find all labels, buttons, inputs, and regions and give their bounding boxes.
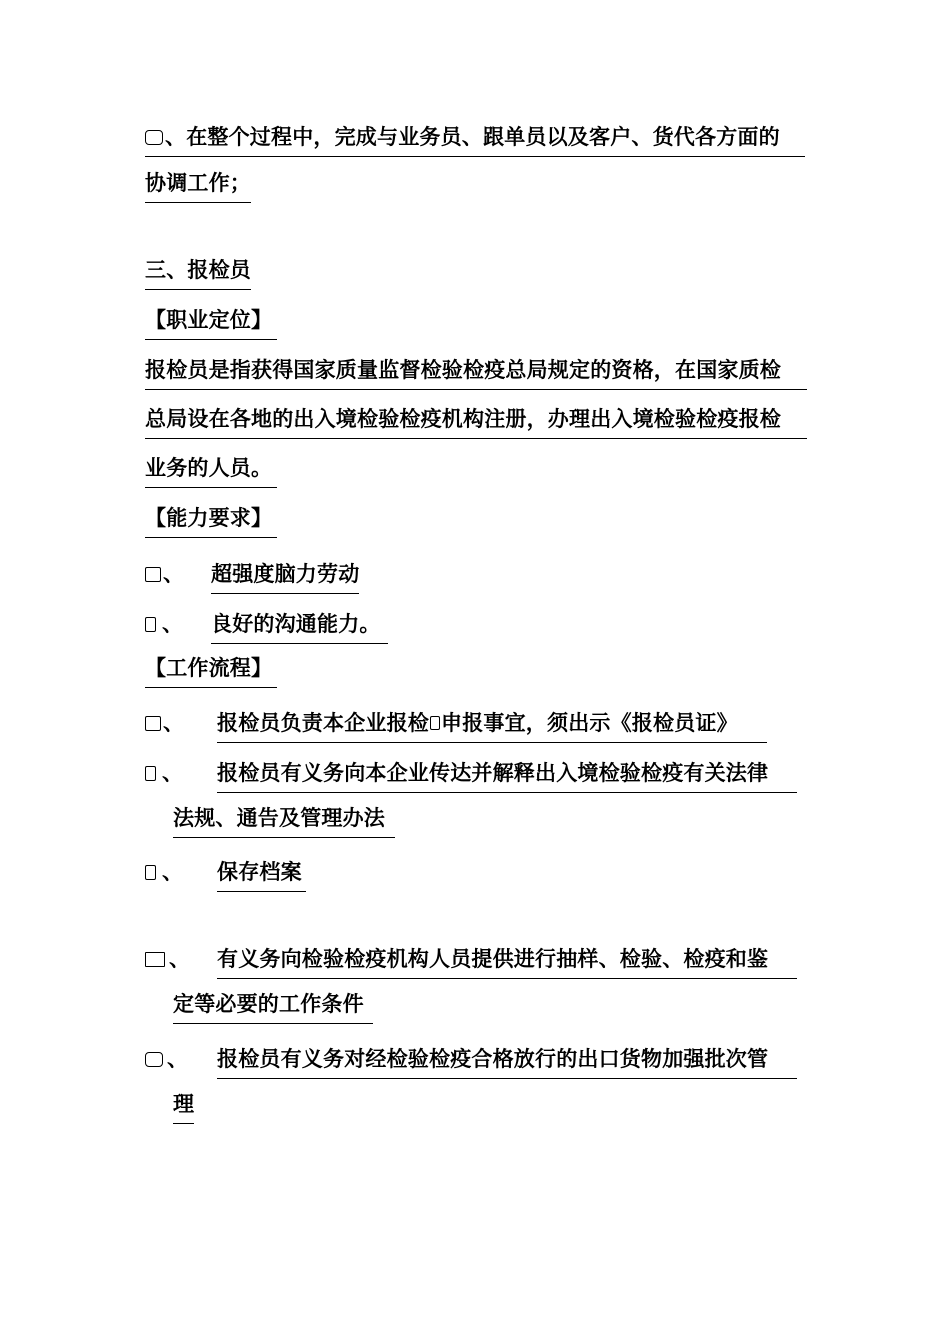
list-item-continued: 理 — [173, 1091, 194, 1124]
coordination-item-continued — [145, 170, 251, 203]
list-item-continued: 定等必要的工作条件 — [173, 991, 373, 1024]
coordination-text-line2: 协调工作； — [145, 170, 251, 203]
list-bullet-icon — [145, 1052, 163, 1067]
list-item: 报检员有义务向本企业传达并解释出入境检验检疫有关法律 — [217, 760, 797, 793]
list-marker: 、 — [145, 859, 183, 885]
folder-icon — [145, 952, 165, 967]
list-item: 良好的沟通能力。 — [211, 611, 388, 644]
list-item: 超强度脑力劳动 — [211, 561, 359, 594]
clipboard-icon — [145, 766, 156, 781]
list-item: 保存档案 — [217, 859, 306, 892]
position-paragraph-line: 业务的人员。 — [145, 455, 277, 488]
list-marker: 、 — [145, 611, 183, 637]
document-icon — [430, 716, 440, 730]
documents-icon — [145, 716, 161, 731]
position-paragraph-line: 总局设在各地的出入境检验检疫机构注册，办理出入境检验检疫报检 — [145, 406, 807, 439]
list-marker: 、 — [145, 561, 184, 587]
trash-icon — [145, 865, 156, 880]
documents-icon — [145, 567, 161, 582]
list-item: 报检员有义务对经检验检疫合格放行的出口货物加强批次管 — [217, 1046, 797, 1079]
list-bullet-icon — [145, 130, 163, 145]
workflow-heading: 【工作流程】 — [145, 655, 277, 688]
list-item: 有义务向检验检疫机构人员提供进行抽样、检验、检疫和鉴 — [217, 946, 797, 979]
clipboard-icon — [145, 617, 156, 632]
coordination-text-line1: 、在整个过程中，完成与业务员、跟单员以及客户、货代各方面的 — [165, 125, 780, 149]
position-heading: 【职业定位】 — [145, 307, 277, 340]
list-marker: 、 — [145, 1046, 188, 1072]
list-marker: 、 — [145, 760, 183, 786]
list-marker: 、 — [145, 710, 184, 736]
coordination-item — [145, 124, 805, 157]
position-paragraph-line: 报检员是指获得国家质量监督检验检疫总局规定的资格，在国家质检 — [145, 357, 807, 390]
list-item-continued: 法规、通告及管理办法 — [173, 805, 395, 838]
ability-heading: 【能力要求】 — [145, 505, 277, 538]
section-title: 三、报检员 — [145, 257, 251, 290]
list-marker: 、 — [145, 946, 190, 972]
list-item: 报检员负责本企业报检 申报事宜，须出示《报检员证》 — [217, 710, 767, 743]
